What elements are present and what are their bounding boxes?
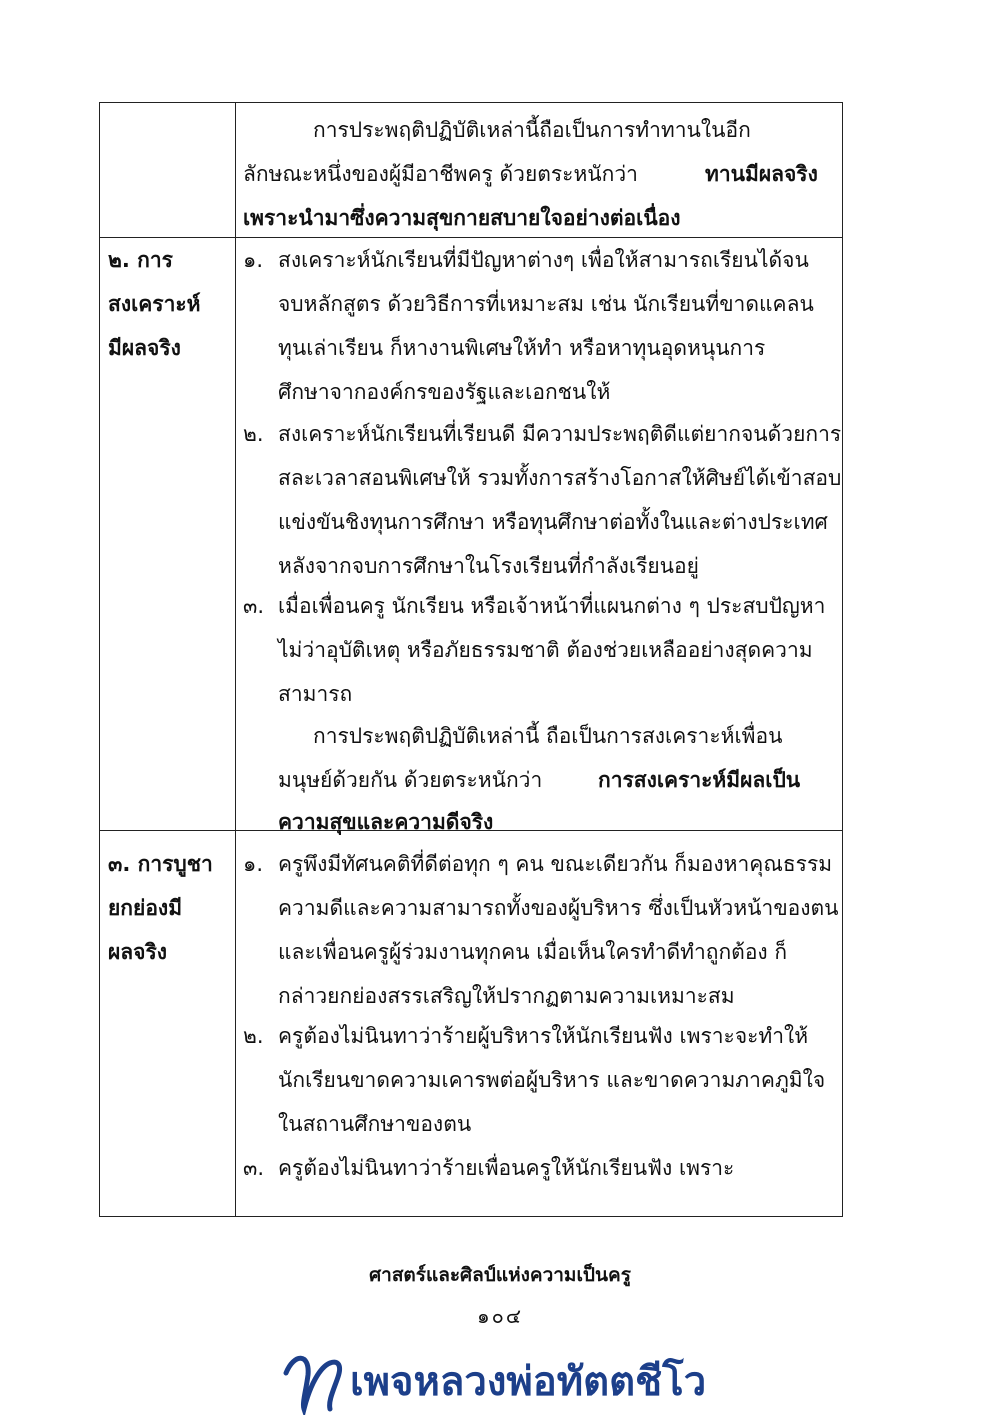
row2-item1-line-2: จบหลักสูตร ด้วยวิธีการที่เหมาะสม เช่น นักเรียนที่ขาดแคลน — [278, 292, 814, 316]
row2-item3-line-1: เมื่อเพื่อนครู นักเรียน หรือเจ้าหน้าที่แผนกต่าง ๆ ประสบปัญหา — [278, 594, 826, 618]
row2-label-1: ๒. การ — [108, 248, 173, 272]
row3-item3-number: ๓. — [243, 1156, 265, 1180]
row3-item3-line-1: ครูต้องไม่นินทาว่าร้ายเพื่อนครูให้นักเรียนฟัง เพราะ — [278, 1156, 735, 1180]
row2-para-line-1: การประพฤติปฏิบัติเหล่านี้ ถือเป็นการสงเคราะห์เพื่อน — [313, 724, 783, 748]
row2-item2-line-3: แข่งขันชิงทุนการศึกษา หรือทุนศึกษาต่อทั้งในและต่างประเทศ — [278, 510, 828, 534]
row2-item2-line-4: หลังจากจบการศึกษาในโรงเรียนที่กำลังเรียนอยู่ — [278, 554, 699, 578]
row1-line-1: การประพฤติปฏิบัติเหล่านี้ถือเป็นการทำทานในอีก — [313, 118, 751, 142]
row2-item2-number: ๒. — [243, 422, 264, 446]
row3-item1-line-2: ความดีและความสามารถทั้งของผู้บริหาร ซึ่งเป็นหัวหน้าของตน — [278, 896, 839, 920]
row3-label-1: ๓. การบูชา — [108, 852, 213, 876]
row3-item1-line-1: ครูพึงมีทัศนคติที่ดีต่อทุก ๆ คน ขณะเดียวกัน ก็มองหาคุณธรรม — [278, 852, 833, 876]
row3-item1-line-3: และเพื่อนครูผู้ร่วมงานทุกคน เมื่อเห็นใครทำดีทำถูกต้อง ก็ — [278, 940, 788, 964]
row1-bold-line: เพราะนำมาซึ่งความสุขกายสบายใจอย่างต่อเนื่อง — [243, 206, 681, 230]
column-divider — [235, 103, 236, 1216]
brand-logo — [280, 1345, 740, 1415]
row3-item2-line-3: ในสถานศึกษาของตน — [278, 1112, 472, 1136]
row3-item1-line-4: กล่าวยกย่องสรรเสริญให้ปรากฏตามความเหมาะสม — [278, 984, 735, 1008]
page-number: ๑๐๔ — [476, 1304, 524, 1328]
row1-bold-tail: ทานมีผลจริง — [705, 162, 818, 186]
row3-label-3: ผลจริง — [108, 940, 168, 964]
row2-item3-line-3: สามารถ — [278, 682, 353, 706]
row3-item2-line-1: ครูต้องไม่นินทาว่าร้ายผู้บริหารให้นักเรียนฟัง เพราะจะทำให้ — [278, 1024, 809, 1048]
row2-label-2: สงเคราะห์ — [108, 292, 201, 316]
row3-item2-number: ๒. — [243, 1024, 264, 1048]
brand-swoosh-icon — [280, 1345, 350, 1415]
row3-item1-number: ๑. — [243, 852, 264, 876]
book-title: ศาสตร์และศิลป์แห่งความเป็นครู — [369, 1264, 631, 1286]
row2-item2-line-2: สละเวลาสอนพิเศษให้ รวมทั้งการสร้างโอกาสให้ศิษย์ได้เข้าสอบ — [278, 466, 842, 490]
row2-item3-line-2: ไม่ว่าอุบัติเหตุ หรือภัยธรรมชาติ ต้องช่วยเหลืออย่างสุดความ — [278, 638, 813, 662]
row2-item1-number: ๑. — [243, 248, 264, 272]
brand-name: เพจหลวงพ่อทัตตชีโว — [350, 1359, 707, 1405]
row3-item2-line-2: นักเรียนขาดความเคารพต่อผู้บริหาร และขาดความภาคภูมิใจ — [278, 1068, 826, 1092]
row2-item2-line-1: สงเคราะห์นักเรียนที่เรียนดี มีความประพฤติดีแต่ยากจนด้วยการ — [278, 422, 842, 446]
row1-line-2: ลักษณะหนึ่งของผู้มีอาชีพครู ด้วยตระหนักว่า ทานมีผลจริง — [243, 152, 638, 196]
row2-item1-line-1: สงเคราะห์นักเรียนที่มีปัญหาต่างๆ เพื่อให้สามารถเรียนได้จน — [278, 248, 809, 272]
row2-para-bold-tail: การสงเคราะห์มีผลเป็น — [598, 768, 801, 792]
row2-para-bold-line: ความสุขและความดีจริง — [278, 810, 494, 834]
row2-label-3: มีผลจริง — [108, 336, 181, 360]
row3-label-2: ยกย่องมี — [108, 896, 183, 920]
row2-para-line-2: มนุษย์ด้วยกัน ด้วยตระหนักว่า การสงเคราะห์มีผลเป็น — [278, 758, 542, 802]
row2-item1-line-4: ศึกษาจากองค์กรของรัฐและเอกชนให้ — [278, 380, 611, 404]
row2-item3-number: ๓. — [243, 594, 265, 618]
row2-item1-line-3: ทุนเล่าเรียน ก็หางานพิเศษให้ทำ หรือหาทุนอุดหนุนการ — [278, 336, 766, 360]
